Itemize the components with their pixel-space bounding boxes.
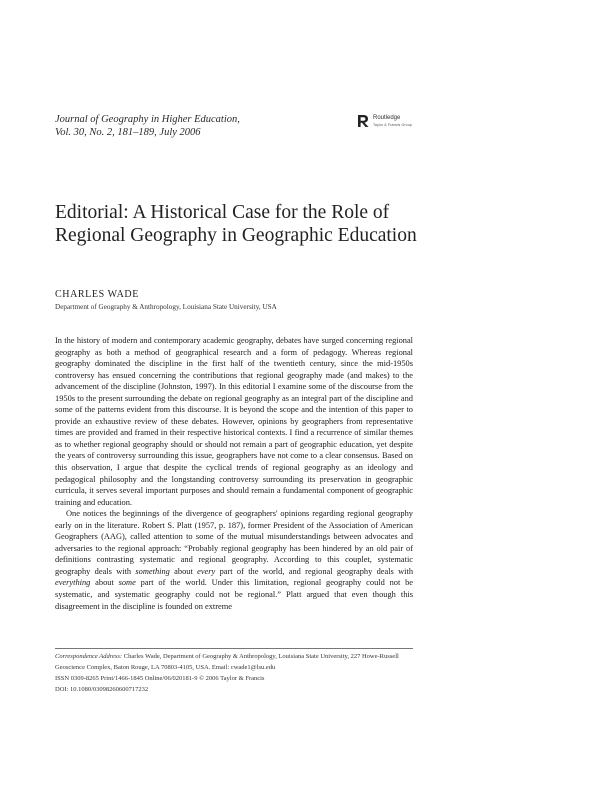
correspondence-address [55, 652, 415, 673]
emphasis-text: some [118, 578, 136, 588]
paragraph-text: about [90, 578, 119, 588]
article-body [55, 335, 413, 612]
doi-line: DOI: 10.1080/03098260600717232 [55, 685, 149, 693]
journal-volume-line: Vol. 30, No. 2, 181–189, July 2006 [55, 127, 201, 138]
publisher-group: Taylor & Francis Group [373, 123, 412, 127]
paragraph-text: part of the world, and regional geography deals with [215, 566, 414, 576]
correspondence-text: Charles Wade, Department of Geography & Anthropology, Louisiana State University, 227 Howe-Russell Geoscience Complex, Baton Rouge, LA 70803-4105, USA. Email: cwade1@lsu.edu [55, 653, 399, 671]
publisher-logo [357, 114, 427, 134]
body-paragraph-1: In the history of modern and contemporary academic geography, debates have surged concerning regional geography as both a method of geographical research and a form of pedagogy. Whereas regional geography dominated the discipline in the first half of the twentieth century, since the mid-1950s controversy has ensued concerning the contributions that regional geography made (and makes) to the advancement of the discipline (Johnston, 1997). In this editorial I examine some of the discourse from the 1950s to the present surrounding the debate on regional geography as an integral part of the discipline and some of the patterns evident from this discourse. It is beyond the scope and the intention of this paper to provide an exhaustive review of these debates. However, opinions by geographers from representative times are provided and framed in their respective historical contexts. I find a recurrence of similar themes as to whether regional geography should or should not remain a part of geographic education, yet despite the years of controversy surrounding this issue, geographers have not come to a clear consensus. Based on this observation, I argue that despite the cyclical trends of regional geography as an ideology and pedagogical philosophy and the longstanding controversy surrounding its preservation in geographic curricula, it serves several important purposes and should remain a fundamental component of geographic training and education. [55, 336, 413, 507]
routledge-logo-icon [357, 114, 370, 128]
paragraph-text: part of the world. Under this limitation, regional geography could not be systematic, and systematic geography could not be regional.” Platt argued that even though this disagreement in the discipline is founded on extreme [55, 578, 413, 611]
body-paragraph-2 [55, 508, 413, 612]
author-affiliation: Department of Geography & Anthropology, Louisiana State University, USA [55, 303, 277, 311]
emphasis-text: something [135, 566, 170, 576]
journal-citation [55, 113, 315, 139]
article-title: Editorial: A Historical Case for the Role of Regional Geography in Geographic Education [55, 202, 417, 246]
author-name: CHARLES WADE [55, 289, 139, 300]
paragraph-text: about [169, 566, 198, 576]
emphasis-text: everything [55, 578, 91, 588]
journal-title-line: Journal of Geography in Higher Education, [55, 114, 240, 125]
correspondence-label: Correspondence Address: [55, 653, 123, 660]
footnote-divider [55, 648, 413, 649]
paragraph-text: One notices the beginnings of the divergence of geographers' opinions regarding regional geography early on in the literature. Robert S. Platt (1957, p. 187), former President of the Association of American Geographers (AAG), called attention to some of the mutual misunderstandings between advocates and adversaries to the regional approach: “Probably regional geography has been hindered by an old pair of definitions contrasting systematic and regional geography. According to this couplet, systematic geography deals with [55, 509, 413, 576]
publisher-name: Routledge [373, 115, 401, 121]
article-identifiers [55, 674, 415, 695]
issn-line: ISSN 0309-8265 Print/1466-1845 Online/06/020181-9 © 2006 Taylor & Francis [55, 675, 265, 682]
emphasis-text: every [197, 566, 216, 576]
